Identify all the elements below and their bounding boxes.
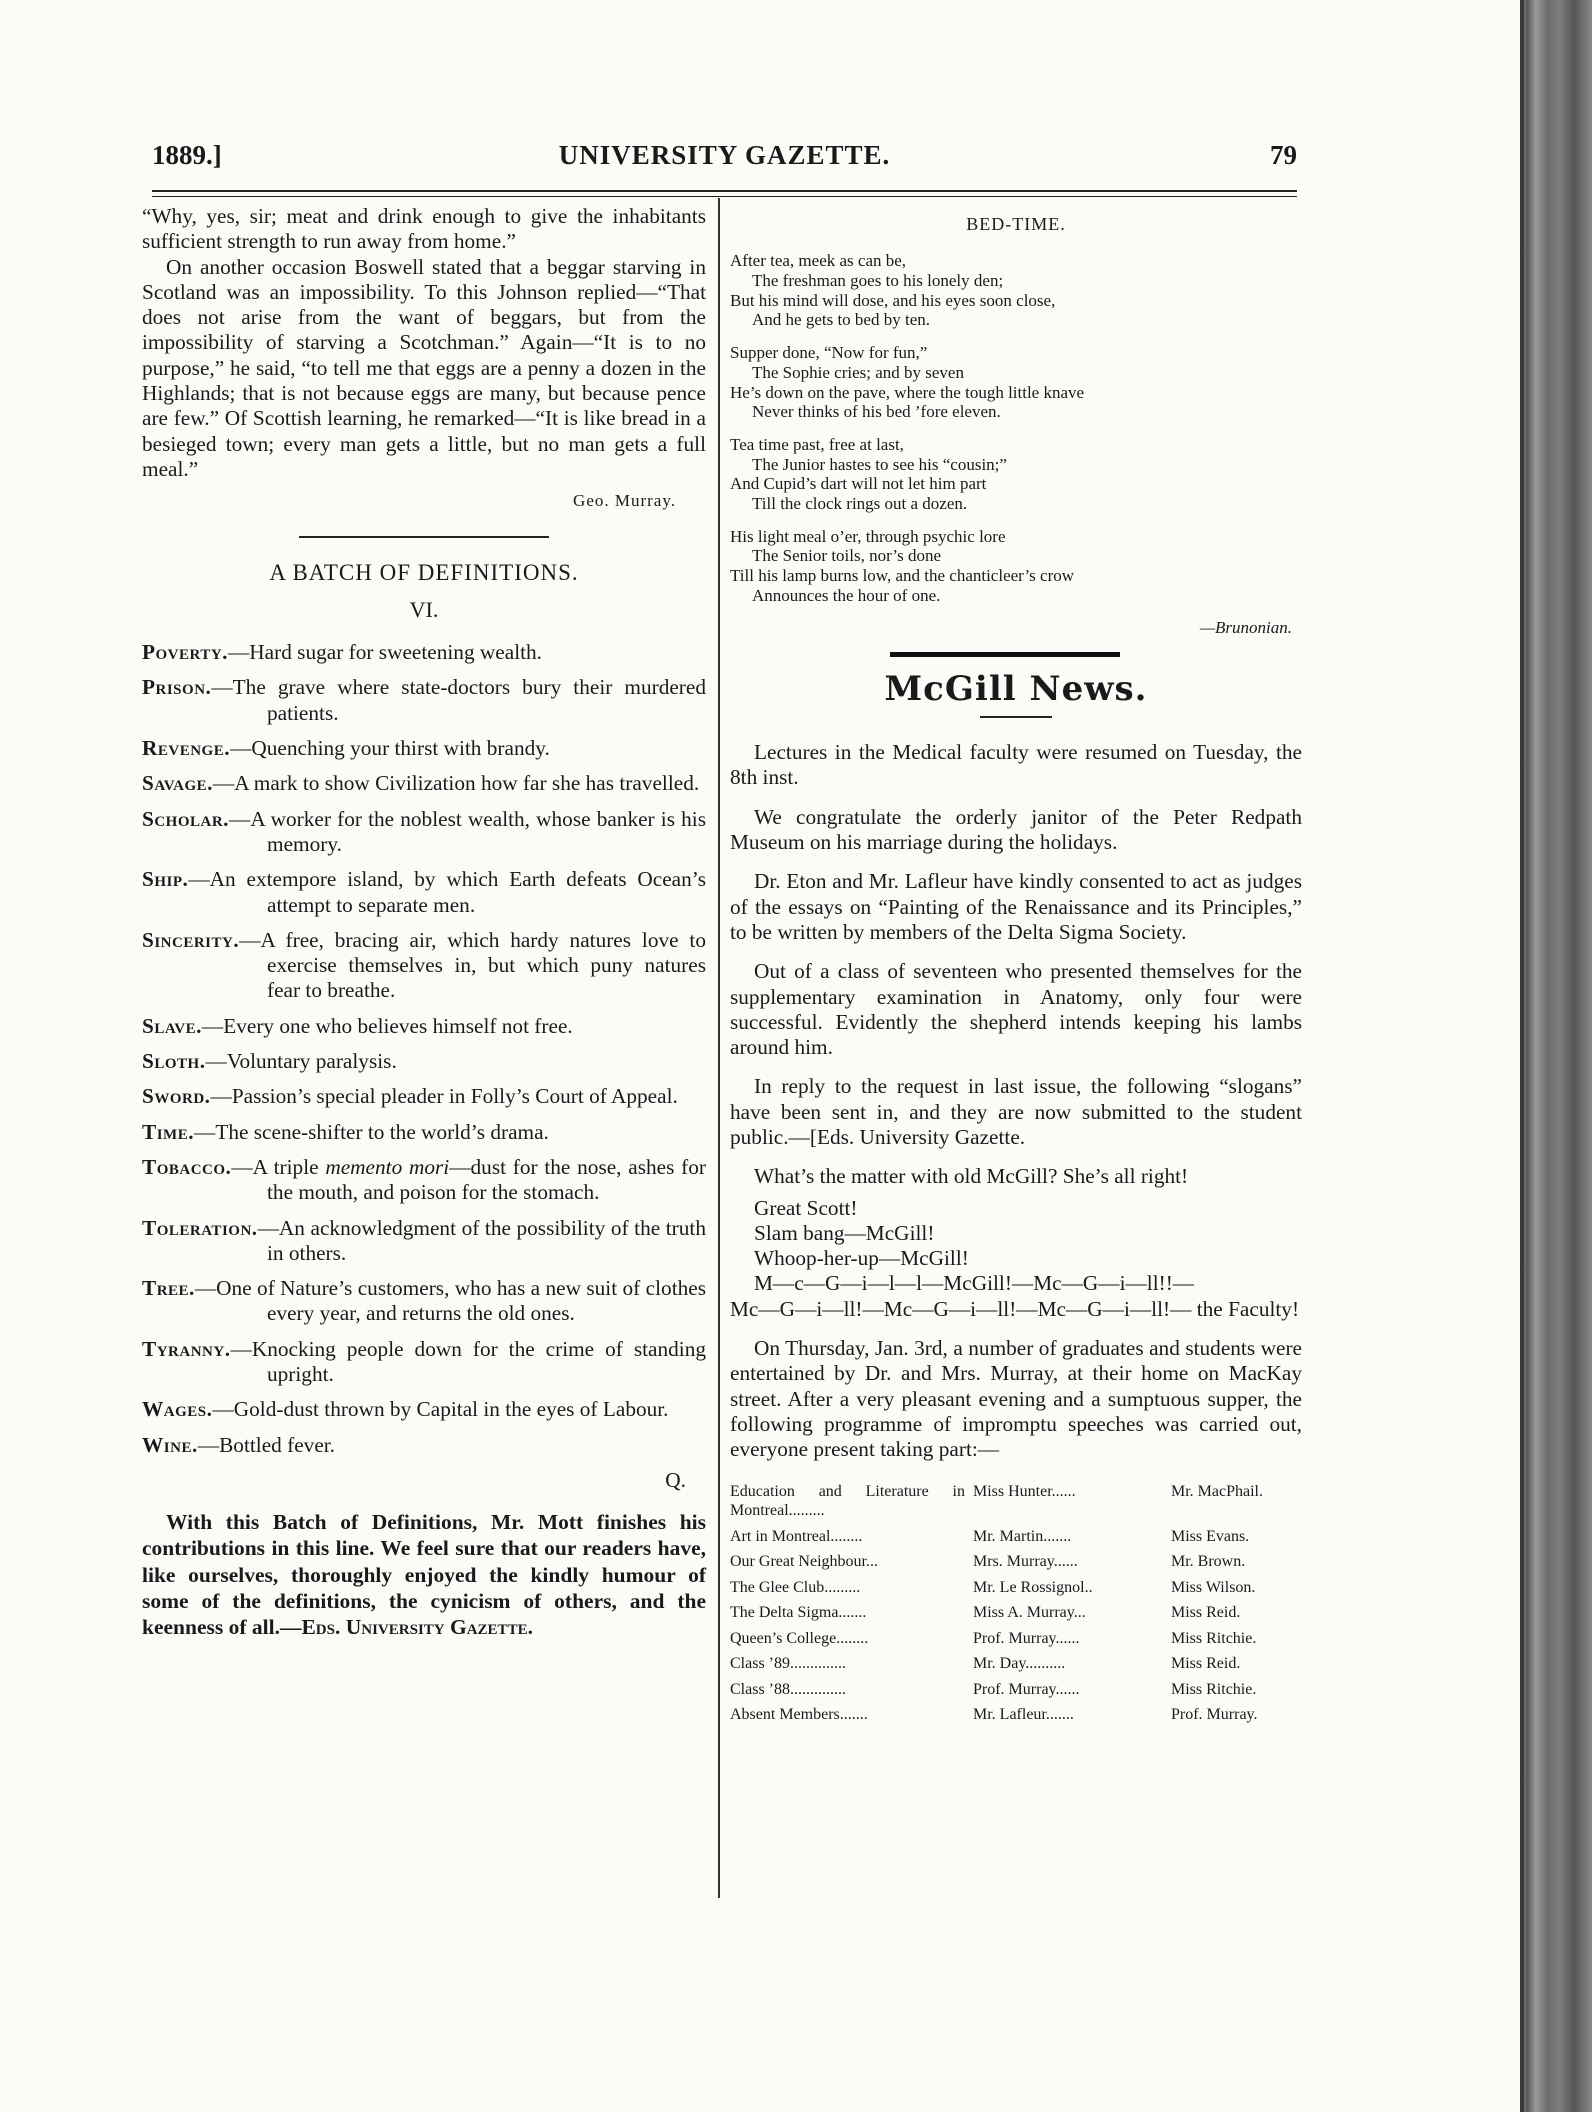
definition-entry: [142, 640, 706, 665]
programme-second: Miss Reid.: [1171, 1655, 1241, 1673]
poem-line: The freshman goes to his lonely den;: [752, 271, 1004, 290]
programme-topic: The Glee Club.........: [730, 1578, 861, 1596]
programme-topic: Class ’89..............: [730, 1655, 846, 1673]
definition-term: Slave.: [142, 1013, 202, 1038]
header-rule: [152, 190, 1297, 192]
definition-text: —The scene-shifter to the world’s drama.: [194, 1119, 549, 1144]
definition-text: —Gold-dust thrown by Capital in the eyes of Labour.: [212, 1397, 669, 1422]
definition-text: —One of Nature’s customers, who has a new suit of clothes every year, and returns the old ones.: [194, 1276, 706, 1326]
definition-entry: [142, 736, 706, 761]
definition-entry: [142, 928, 706, 1004]
definitions-list: [142, 640, 706, 1458]
slogan: M—c—G—i—l—l—McGill!—Mc—G—i—ll!!—: [754, 1271, 1195, 1296]
poem-line: Supper done, “Now for fun,”: [730, 343, 928, 363]
definition-entry: [142, 1120, 706, 1145]
programme-topic: The Delta Sigma.......: [730, 1604, 867, 1622]
definition-term: Sincerity.: [142, 927, 240, 952]
header-year: 1889.]: [152, 140, 222, 170]
definition-entry: [142, 1276, 706, 1327]
poem-line: His light meal o’er, through psychic lore: [730, 526, 1006, 546]
definition-term: Wages.: [142, 1397, 213, 1422]
poem-line: The Sophie cries; and by seven: [752, 362, 964, 382]
closing-note-signature: Eds. University Gazette.: [301, 1614, 533, 1639]
poem-line: Till his lamp burns low, and the chanticleer’s crow: [730, 566, 1075, 586]
programme-first: Miss A. Murray...: [973, 1604, 1086, 1622]
definition-text: —The grave where state-doctors bury their murdered patients.: [211, 675, 706, 725]
programme-row: [730, 1677, 1298, 1703]
programme-second: Miss Evans.: [1171, 1527, 1250, 1545]
poem-line: And Cupid’s dart will not let him part: [730, 474, 987, 494]
programme-topic: Our Great Neighbour...: [730, 1553, 878, 1571]
programme-topic: Class ’88..............: [730, 1680, 846, 1698]
slogan: Great Scott!: [754, 1195, 858, 1220]
definition-entry: [142, 1397, 706, 1422]
definition-text: —Passion’s special pleader in Folly’s Court of Appeal.: [210, 1084, 678, 1109]
programme-first: Mrs. Murray......: [973, 1553, 1078, 1571]
programme-first: Prof. Murray......: [973, 1680, 1080, 1698]
poem-line: He’s down on the pave, where the tough little knave: [730, 382, 1085, 402]
news-title: McGill News.: [884, 668, 1148, 709]
definition-text: —Quenching your thirst with brandy.: [230, 736, 550, 761]
programme-second: Mr. MacPhail.: [1171, 1482, 1263, 1500]
definition-text: —An acknowledgment of the possibility of the truth in others.: [257, 1215, 706, 1265]
header-rule-thin: [152, 196, 1297, 197]
definition-term: Ship.: [142, 867, 189, 892]
closing-note: [142, 1509, 706, 1640]
news-rule: [980, 716, 1052, 718]
programme-row: [730, 1626, 1298, 1652]
definition-entry: [142, 867, 706, 918]
programme-table: [730, 1479, 1298, 1728]
poem-stanza: [730, 435, 1302, 514]
news-paragraph: Lectures in the Medical faculty were resumed on Tuesday, the 8th inst.: [730, 740, 1302, 790]
definitions-signature: Q.: [665, 1467, 686, 1492]
poem-line: The Senior toils, nor’s done: [752, 546, 942, 566]
definition-term: Tyranny.: [142, 1336, 231, 1361]
news-paragraph: We congratulate the orderly janitor of the Peter Redpath Museum on his marriage during the holidays.: [730, 804, 1302, 855]
left-column: [142, 204, 706, 1640]
section-rule: [299, 536, 549, 538]
paragraph: “Why, yes, sir; meat and drink enough to give the inhabitants sufficient strength to run away from home.”: [142, 204, 706, 254]
signature-geo-murray: Geo. Murray.: [573, 491, 676, 511]
news-paragraph: In reply to the request in last issue, the following “slogans” have been sent in, and they are now submitted to the student public.—[Eds. University Gazette.: [730, 1074, 1302, 1149]
definition-entry: [142, 1433, 706, 1458]
poem-stanza: [730, 343, 1302, 422]
running-head: [152, 140, 1297, 184]
slogan-list: [730, 1196, 1302, 1322]
programme-row: [730, 1479, 1298, 1524]
poem-line: After tea, meek as can be,: [730, 251, 907, 271]
programme-topic: Absent Members.......: [730, 1706, 868, 1724]
definition-entry: [142, 1084, 706, 1109]
column-divider: [718, 198, 720, 1898]
slogan: Slam bang—McGill!: [754, 1220, 935, 1245]
italic-phrase: memento mori: [325, 1154, 450, 1179]
definition-text: —Voluntary paralysis.: [205, 1049, 397, 1074]
news-section: [730, 740, 1302, 1462]
programme-row: [730, 1549, 1298, 1575]
programme-row: [730, 1600, 1298, 1626]
programme-first: Miss Hunter......: [973, 1482, 1076, 1500]
news-paragraph: On Thursday, Jan. 3rd, a number of graduates and students were entertained by Dr. and Mrs. Murray, at their home on MacKay street. After a very pleasant evening and a sumptuous supper, the following programme of impromptu speeches was carried out, everyone present taking part:—: [730, 1336, 1302, 1462]
programme-topic: Education and Literature in Montreal.........: [730, 1482, 965, 1520]
section-title: A BATCH OF DEFINITIONS.: [269, 559, 579, 585]
page-number: 79: [1270, 140, 1297, 170]
slogan-continuation: Mc—G—i—ll!—Mc—G—i—ll!—Mc—G—i—ll!— the Faculty!: [730, 1296, 1300, 1321]
programme-topic: Queen’s College........: [730, 1629, 869, 1647]
paragraph: On another occasion Boswell stated that a beggar starving in Scotland was an impossibility. To this Johnson replied—“That does not arise from the want of beggars, but from the impossibility of starving a Scotchman.” Again—“It is to no purpose,” he said, “to tell me that eggs are a penny a dozen in the Highlands; that is not because eggs are many, but because pence are few.” Of Scottish learning, he remarked—“It is like bread in a besieged town; every man gets a little, but no man gets a full meal.”: [142, 254, 706, 481]
definition-entry: [142, 1216, 706, 1267]
section-number: VI.: [409, 596, 439, 622]
definition-term: Time.: [142, 1119, 195, 1144]
definition-text: —A free, bracing air, which hardy natures love to exercise themselves in, but which puny natures fear to breathe.: [239, 927, 706, 1003]
definition-entry: [142, 771, 706, 796]
poem-line: But his mind will dose, and his eyes soon close,: [730, 290, 1056, 310]
programme-topic: Art in Montreal........: [730, 1527, 863, 1545]
news-paragraph: Dr. Eton and Mr. Lafleur have kindly consented to act as judges of the essays on “Painting of the Renaissance and its Principles,” to be written by members of the Delta Sigma Society.: [730, 869, 1302, 944]
poem-stanza: [730, 527, 1302, 606]
poem-line: Till the clock rings out a dozen.: [752, 494, 968, 514]
definition-term: Poverty.: [142, 640, 228, 665]
header-title: UNIVERSITY GAZETTE.: [558, 140, 891, 170]
poem-line: Announces the hour of one.: [752, 585, 941, 605]
programme-second: Mr. Brown.: [1171, 1553, 1246, 1571]
programme-row: [730, 1575, 1298, 1601]
definition-entry: [142, 1014, 706, 1039]
poem-line: Never thinks of his bed ’fore eleven.: [752, 402, 1001, 422]
definition-term: Wine.: [142, 1432, 198, 1457]
closing-note-text: With this Batch of Definitions, Mr. Mott finishes his contributions in this line. We feel sure that our readers have, like ourselves, thoroughly enjoyed the kindly humour of some of the definitions, the cynicism of others, and the keenness of all.—: [142, 1510, 706, 1639]
section-rule-thick: [890, 652, 1120, 657]
definition-term: Sloth.: [142, 1049, 206, 1074]
poem-line: Tea time past, free at last,: [730, 434, 904, 454]
definition-term: Toleration.: [142, 1215, 258, 1240]
slogan: Whoop-her-up—McGill!: [754, 1246, 969, 1271]
programme-row: [730, 1524, 1298, 1550]
poem-title: BED-TIME.: [966, 214, 1066, 234]
definition-text: —Every one who believes himself not free.: [201, 1013, 573, 1038]
definition-text: —A worker for the noblest wealth, whose banker is his memory.: [229, 806, 706, 856]
programme-second: Miss Ritchie.: [1171, 1629, 1257, 1647]
poem-line: The Junior hastes to see his “cousin;”: [752, 454, 1007, 474]
programme-second: Miss Ritchie.: [1171, 1680, 1257, 1698]
definition-term: Tree.: [142, 1276, 195, 1301]
poem: [730, 251, 1302, 605]
poem-line: And he gets to bed by ten.: [752, 310, 930, 330]
definition-entry: [142, 1337, 706, 1388]
definition-term: Prison.: [142, 675, 212, 700]
programme-first: Prof. Murray......: [973, 1629, 1080, 1647]
programme-first: Mr. Day..........: [973, 1655, 1066, 1673]
definition-entry: [142, 675, 706, 726]
poem-stanza: [730, 251, 1302, 330]
definition-text: —An extempore island, by which Earth defeats Ocean’s attempt to separate men.: [188, 867, 706, 917]
programme-row: [730, 1651, 1298, 1677]
definition-text: —A mark to show Civilization how far she has travelled.: [212, 771, 700, 796]
definition-entry: [142, 1155, 706, 1206]
programme-second: Prof. Murray.: [1171, 1706, 1258, 1724]
programme-first: Mr. Lafleur.......: [973, 1706, 1074, 1724]
book-edge: [1520, 0, 1592, 2112]
news-paragraph: What’s the matter with old McGill? She’s all right!: [754, 1164, 1189, 1189]
programme-first: Mr. Le Rossignol..: [973, 1578, 1093, 1596]
definition-text: —Knocking people down for the crime of standing upright.: [230, 1336, 706, 1386]
poem-attribution: —Brunonian.: [1199, 617, 1292, 637]
definition-entry: [142, 1049, 706, 1074]
definition-entry: [142, 807, 706, 858]
definition-term: Revenge.: [142, 736, 231, 761]
programme-row: [730, 1702, 1298, 1728]
programme-second: Miss Wilson.: [1171, 1578, 1256, 1596]
news-paragraph: Out of a class of seventeen who presented themselves for the supplementary examination in Anatomy, only four were successful. Evidently the shepherd intends keeping his lambs around him.: [730, 959, 1302, 1060]
definition-term: Scholar.: [142, 806, 230, 831]
programme-first: Mr. Martin.......: [973, 1527, 1072, 1545]
definition-text: —A triple memento mori—dust for the nose, ashes for the mouth, and poison for the stomach.: [231, 1154, 706, 1205]
definition-term: Tobacco.: [142, 1154, 232, 1179]
definition-text: —Hard sugar for sweetening wealth.: [227, 640, 543, 665]
right-column: [730, 204, 1302, 1728]
definition-term: Sword.: [142, 1084, 211, 1109]
definition-term: Savage.: [142, 771, 213, 796]
definition-text: —Bottled fever.: [197, 1432, 336, 1457]
programme-second: Miss Reid.: [1171, 1604, 1241, 1622]
